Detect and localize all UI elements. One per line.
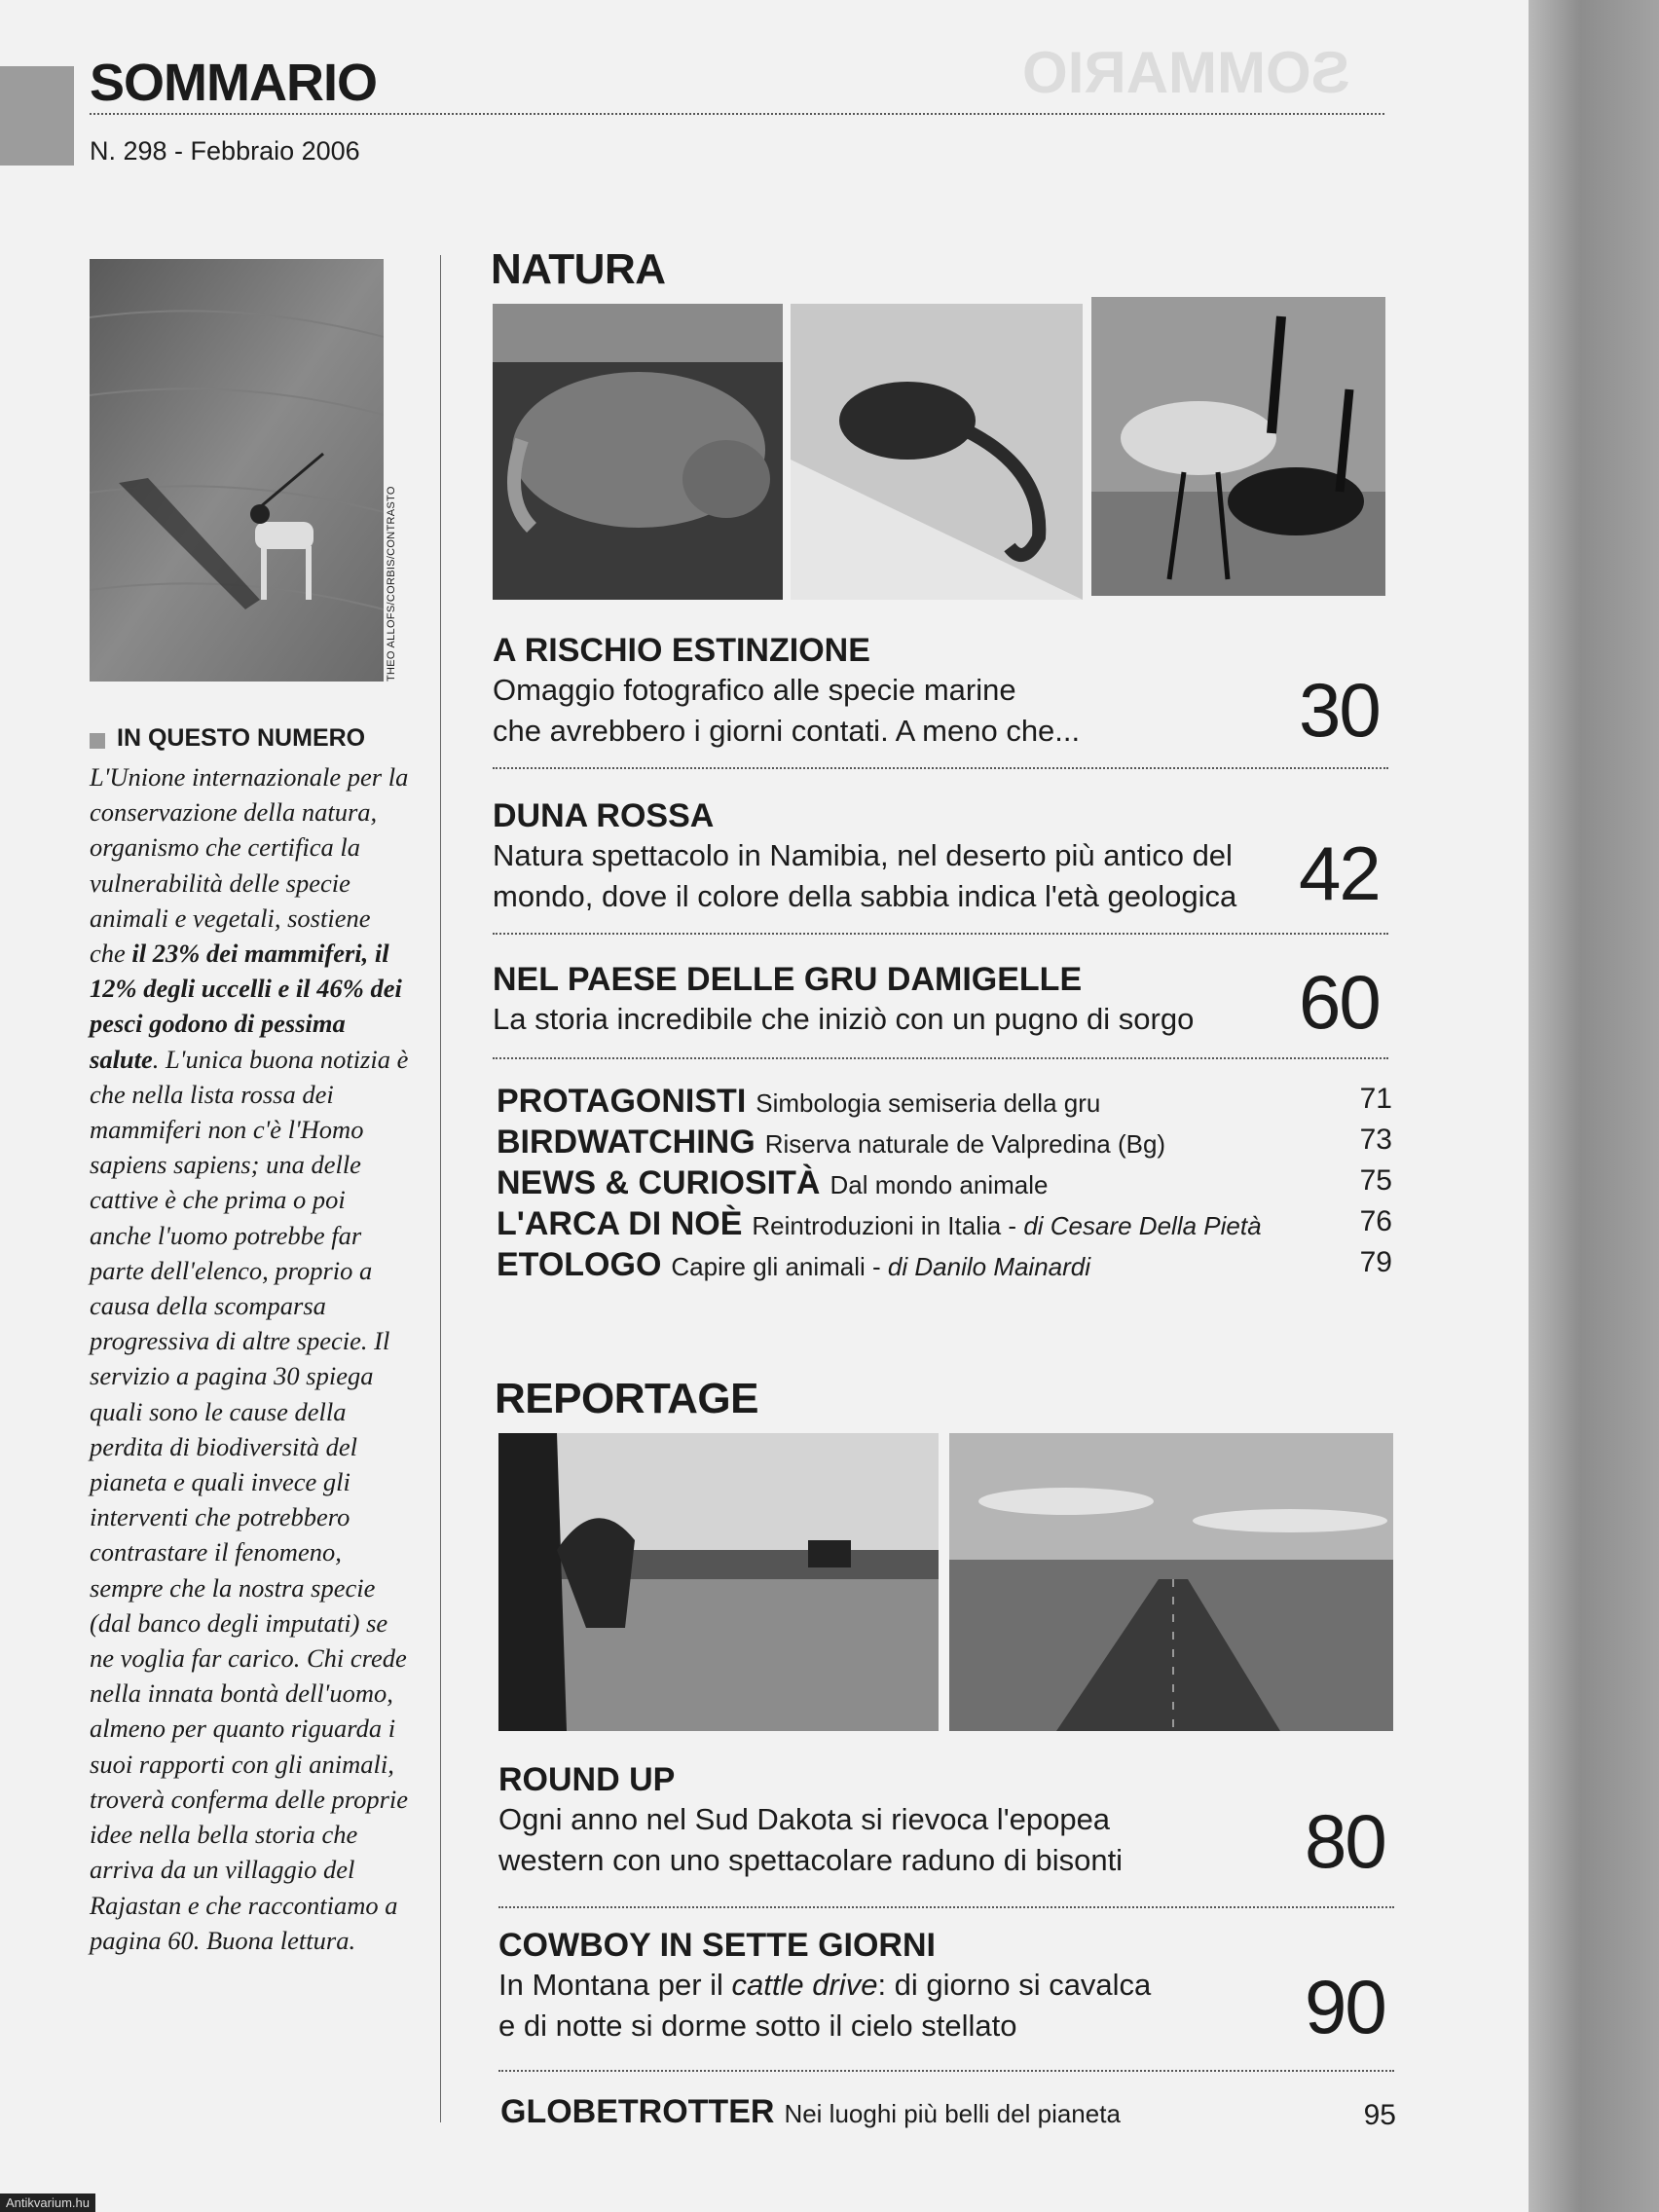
- rubric-author: di Danilo Mainardi: [887, 1252, 1091, 1281]
- article-desc-line: La storia incredibile che iniziò con un pugno di sorgo: [493, 1002, 1195, 1036]
- rubric-name: GLOBETROTTER: [500, 2093, 775, 2130]
- article-gru-damigelle: [493, 960, 1194, 1040]
- rubric-desc: Dal mondo animale: [830, 1170, 1049, 1199]
- intro-label: IN QUESTO NUMERO: [117, 724, 366, 752]
- photo-credit: THEO ALLOFS/CORBIS/CONTRASTO: [386, 486, 397, 682]
- issue-info: N. 298 - Febbraio 2006: [90, 136, 360, 166]
- rubric-desc: Simbologia semiseria della gru: [756, 1088, 1101, 1118]
- watermark: Antikvarium.hu: [0, 2194, 95, 2212]
- photo-road: [949, 1433, 1393, 1731]
- separator: [493, 1057, 1388, 1059]
- page-title: SOMMARIO: [90, 54, 377, 112]
- intro-highlight: il 23% dei mammiferi, il 12% degli uccelli e il 46% dei pesci godono di pessima salute: [90, 939, 402, 1074]
- page-number: 60: [1299, 959, 1380, 1045]
- rubric-name: NEWS & CURIOSITÀ: [497, 1164, 821, 1201]
- intro-lead: L'Unione internazionale per la conservazione della natura, organismo che certifica la vulnerabilità delle specie animali e vegetali, sostiene che: [90, 762, 409, 969]
- separator: [493, 933, 1388, 935]
- article-desc-line: western con uno spettacolare raduno di bisonti: [498, 1843, 1124, 1877]
- rubric-page: 76: [1359, 1205, 1392, 1237]
- column-divider: [440, 255, 441, 2122]
- separator: [498, 2070, 1394, 2072]
- article-title: NEL PAESE DELLE GRU DAMIGELLE: [493, 961, 1083, 998]
- separator: [493, 767, 1388, 769]
- article-title: COWBOY IN SETTE GIORNI: [498, 1927, 936, 1964]
- article-rischio-estinzione: [493, 631, 1080, 752]
- article-desc-line: Ogni anno nel Sud Dakota si rievoca l'epopea: [498, 1802, 1111, 1836]
- next-page-edge: [1529, 0, 1659, 2212]
- article-title: A RISCHIO ESTINZIONE: [493, 632, 870, 669]
- rubric-page: 73: [1359, 1124, 1392, 1156]
- rubric-desc: Capire gli animali -: [671, 1252, 888, 1281]
- rubric-page: 79: [1359, 1246, 1392, 1278]
- rubric-desc: Riserva naturale de Valpredina (Bg): [764, 1129, 1166, 1159]
- section-heading-natura: NATURA: [491, 245, 666, 293]
- article-round-up: [498, 1760, 1123, 1881]
- rubric-etologo: [497, 1246, 1392, 1284]
- article-title: ROUND UP: [498, 1761, 676, 1798]
- rubric-desc: Reintroduzioni in Italia -: [752, 1211, 1024, 1240]
- photo-cowboys: [498, 1433, 939, 1731]
- rubric-name: L'ARCA DI NOÈ: [497, 1205, 743, 1242]
- article-desc-line: che avrebbero i giorni contati. A meno che...: [493, 714, 1081, 748]
- article-duna-rossa: [493, 796, 1236, 917]
- rubric-page: 71: [1359, 1083, 1392, 1115]
- photo-chameleon: [791, 304, 1083, 600]
- page-number: 90: [1305, 1964, 1385, 2049]
- rubric-name: PROTAGONISTI: [497, 1083, 747, 1120]
- title-rule: [90, 113, 1384, 115]
- article-desc-line: mondo, dove il colore della sabbia indica l'età geologica: [493, 879, 1237, 913]
- intro-text: [90, 759, 411, 1958]
- article-cowboy-sette-giorni: [498, 1926, 1151, 2046]
- rubric-page: 95: [1363, 2099, 1396, 2131]
- separator: [498, 1906, 1394, 1908]
- photo-dugong: [493, 304, 783, 600]
- article-desc-line: Omaggio fotografico alle specie marine: [493, 673, 1016, 707]
- rubric-birdwatching: [497, 1124, 1392, 1161]
- intro-rest: . L'unica buona notizia è che nella lista rossa dei mammiferi non c'è l'Homo sapiens sapiens; una delle cattive è che prima o poi anche l'uomo potrebbe far parte dell'elenco, proprio a causa della scomparsa progressiva di altre specie. Il servizio a pagina 30 spiega quali sono le cause della perdita di biodiversità del pianeta e quali invece gli interventi che potrebbero contrastare il fenomeno, sempre che la nostra specie (dal banco degli imputati) se ne voglia far carico. Chi crede nella innata bontà dell'uomo, almeno per quanto riguarda i suoi rapporti con gli animali, troverà conferma delle proprie idee nella bella storia che arriva da un villaggio del Rajastan e che raccontiamo a pagina 60. Buona lettura.: [90, 1044, 409, 1955]
- section-tab: [0, 66, 74, 166]
- cover-photo: [90, 259, 384, 682]
- rubric-name: BIRDWATCHING: [497, 1124, 756, 1161]
- page-number: 30: [1299, 667, 1380, 753]
- desc-part: : di giorno si cavalca: [877, 1968, 1152, 2002]
- bullet-square: [90, 733, 105, 749]
- rubric-author: di Cesare Della Pietà: [1023, 1211, 1262, 1240]
- show-through-text: SOMMARIO: [1022, 40, 1350, 105]
- rubric-globetrotter: [500, 2093, 1396, 2131]
- desc-italic: cattle drive: [731, 1968, 878, 2002]
- page-number: 42: [1299, 830, 1380, 916]
- rubric-page: 75: [1359, 1164, 1392, 1197]
- article-desc-line: Natura spettacolo in Namibia, nel deserto più antico del: [493, 838, 1233, 872]
- photo-cranes: [1091, 297, 1385, 596]
- page-number: 80: [1305, 1798, 1385, 1884]
- desc-part: In Montana per il: [498, 1968, 732, 2002]
- article-desc-line: e di notte si dorme sotto il cielo stellato: [498, 2009, 1017, 2043]
- section-heading-reportage: REPORTAGE: [495, 1375, 758, 1422]
- article-desc-line: [498, 1965, 1151, 2006]
- rubric-news-curiosita: [497, 1164, 1392, 1202]
- rubric-desc: Nei luoghi più belli del pianeta: [784, 2099, 1121, 2128]
- article-title: DUNA ROSSA: [493, 797, 715, 834]
- rubric-arca-di-noe: [497, 1205, 1392, 1243]
- rubric-name: ETOLOGO: [497, 1246, 662, 1283]
- rubric-protagonisti: [497, 1083, 1392, 1121]
